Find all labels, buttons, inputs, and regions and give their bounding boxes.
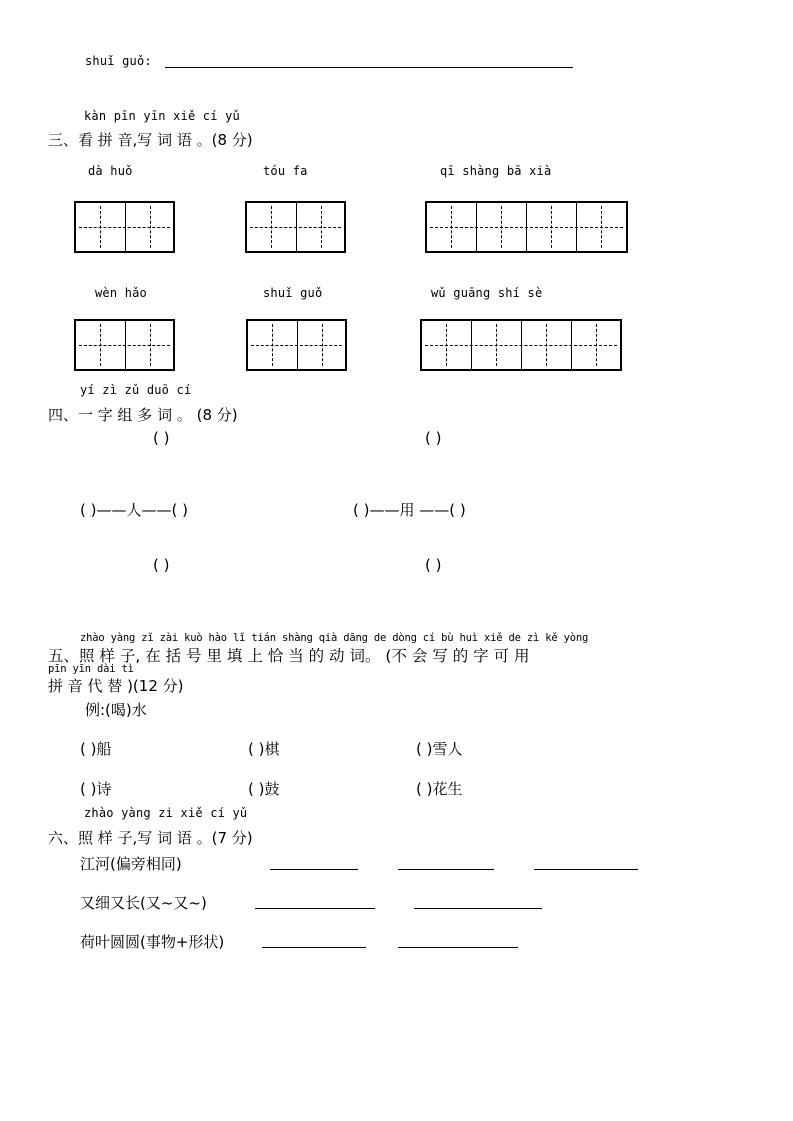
word-chain-ren[interactable]: ( )——人——( ) [80,501,188,519]
section3-pinyin: kàn pīn yīn xiě cí yǔ [84,109,240,123]
writing-grid-2[interactable] [74,201,175,253]
example-word: 荷叶圆圆(事物+形状) [80,933,225,951]
answer-line[interactable] [414,908,542,909]
writing-grid-2[interactable] [246,319,347,371]
blank-paren[interactable]: ( )鼓 [248,780,280,798]
answer-line[interactable] [534,869,638,870]
item-pinyin: dà huǒ [88,164,133,178]
blank-paren[interactable]: ( )诗 [80,780,112,798]
writing-grid-4[interactable] [425,201,628,253]
answer-line[interactable] [165,67,573,68]
item-pinyin: wèn hǎo [95,286,147,300]
section5-pinyin2: pīn yīn dài tì [48,663,134,675]
item-pinyin: shuǐ guǒ [263,286,323,300]
section3-title: 三、看 拼 音,写 词 语 。(8 分) [48,131,253,149]
example-word: 又细又长(又~又~) [80,894,207,912]
blank-paren[interactable]: ( )棋 [248,740,280,758]
blank-paren[interactable]: ( ) [153,429,170,447]
section6-pinyin: zhào yàng zi xiě cí yǔ [84,806,248,820]
top-pinyin-label: shuǐ guǒ: [85,54,152,68]
item-pinyin: wǔ guāng shí sè [431,286,543,300]
section5-title2: 拼 音 代 替 )(12 分) [48,677,184,695]
section6-title: 六、照 样 子,写 词 语 。(7 分) [48,829,253,847]
section5-pinyin: zhào yàng zǐ zài kuò hào lǐ tián shàng qià dāng de dòng cí bù huì xiě de zì kě yòng [80,632,589,644]
item-pinyin: qī shàng bā xià [440,164,552,178]
answer-line[interactable] [398,947,518,948]
section4-title: 四、一 字 组 多 词 。 (8 分) [48,406,238,424]
word-chain-yong[interactable]: ( )——用 ——( ) [353,501,466,519]
example-word: 江河(偏旁相同) [80,855,182,873]
writing-grid-2[interactable] [74,319,175,371]
answer-line[interactable] [262,947,366,948]
blank-paren[interactable]: ( ) [425,429,442,447]
section5-title: 五、照 样 子, 在 括 号 里 填 上 恰 当 的 动 词。 (不 会 写 的 字 可 用 [48,647,530,665]
blank-paren[interactable]: ( ) [425,556,442,574]
item-pinyin: tóu fa [263,164,308,178]
writing-grid-4[interactable] [420,319,622,371]
answer-line[interactable] [255,908,375,909]
section4-pinyin: yí zì zǔ duō cí [80,383,192,397]
example: 例:(喝)水 [85,701,147,719]
answer-line[interactable] [398,869,494,870]
blank-paren[interactable]: ( )船 [80,740,112,758]
answer-line[interactable] [270,869,358,870]
blank-paren[interactable]: ( )花生 [416,780,463,798]
blank-paren[interactable]: ( )雪人 [416,740,463,758]
writing-grid-2[interactable] [245,201,346,253]
blank-paren[interactable]: ( ) [153,556,170,574]
